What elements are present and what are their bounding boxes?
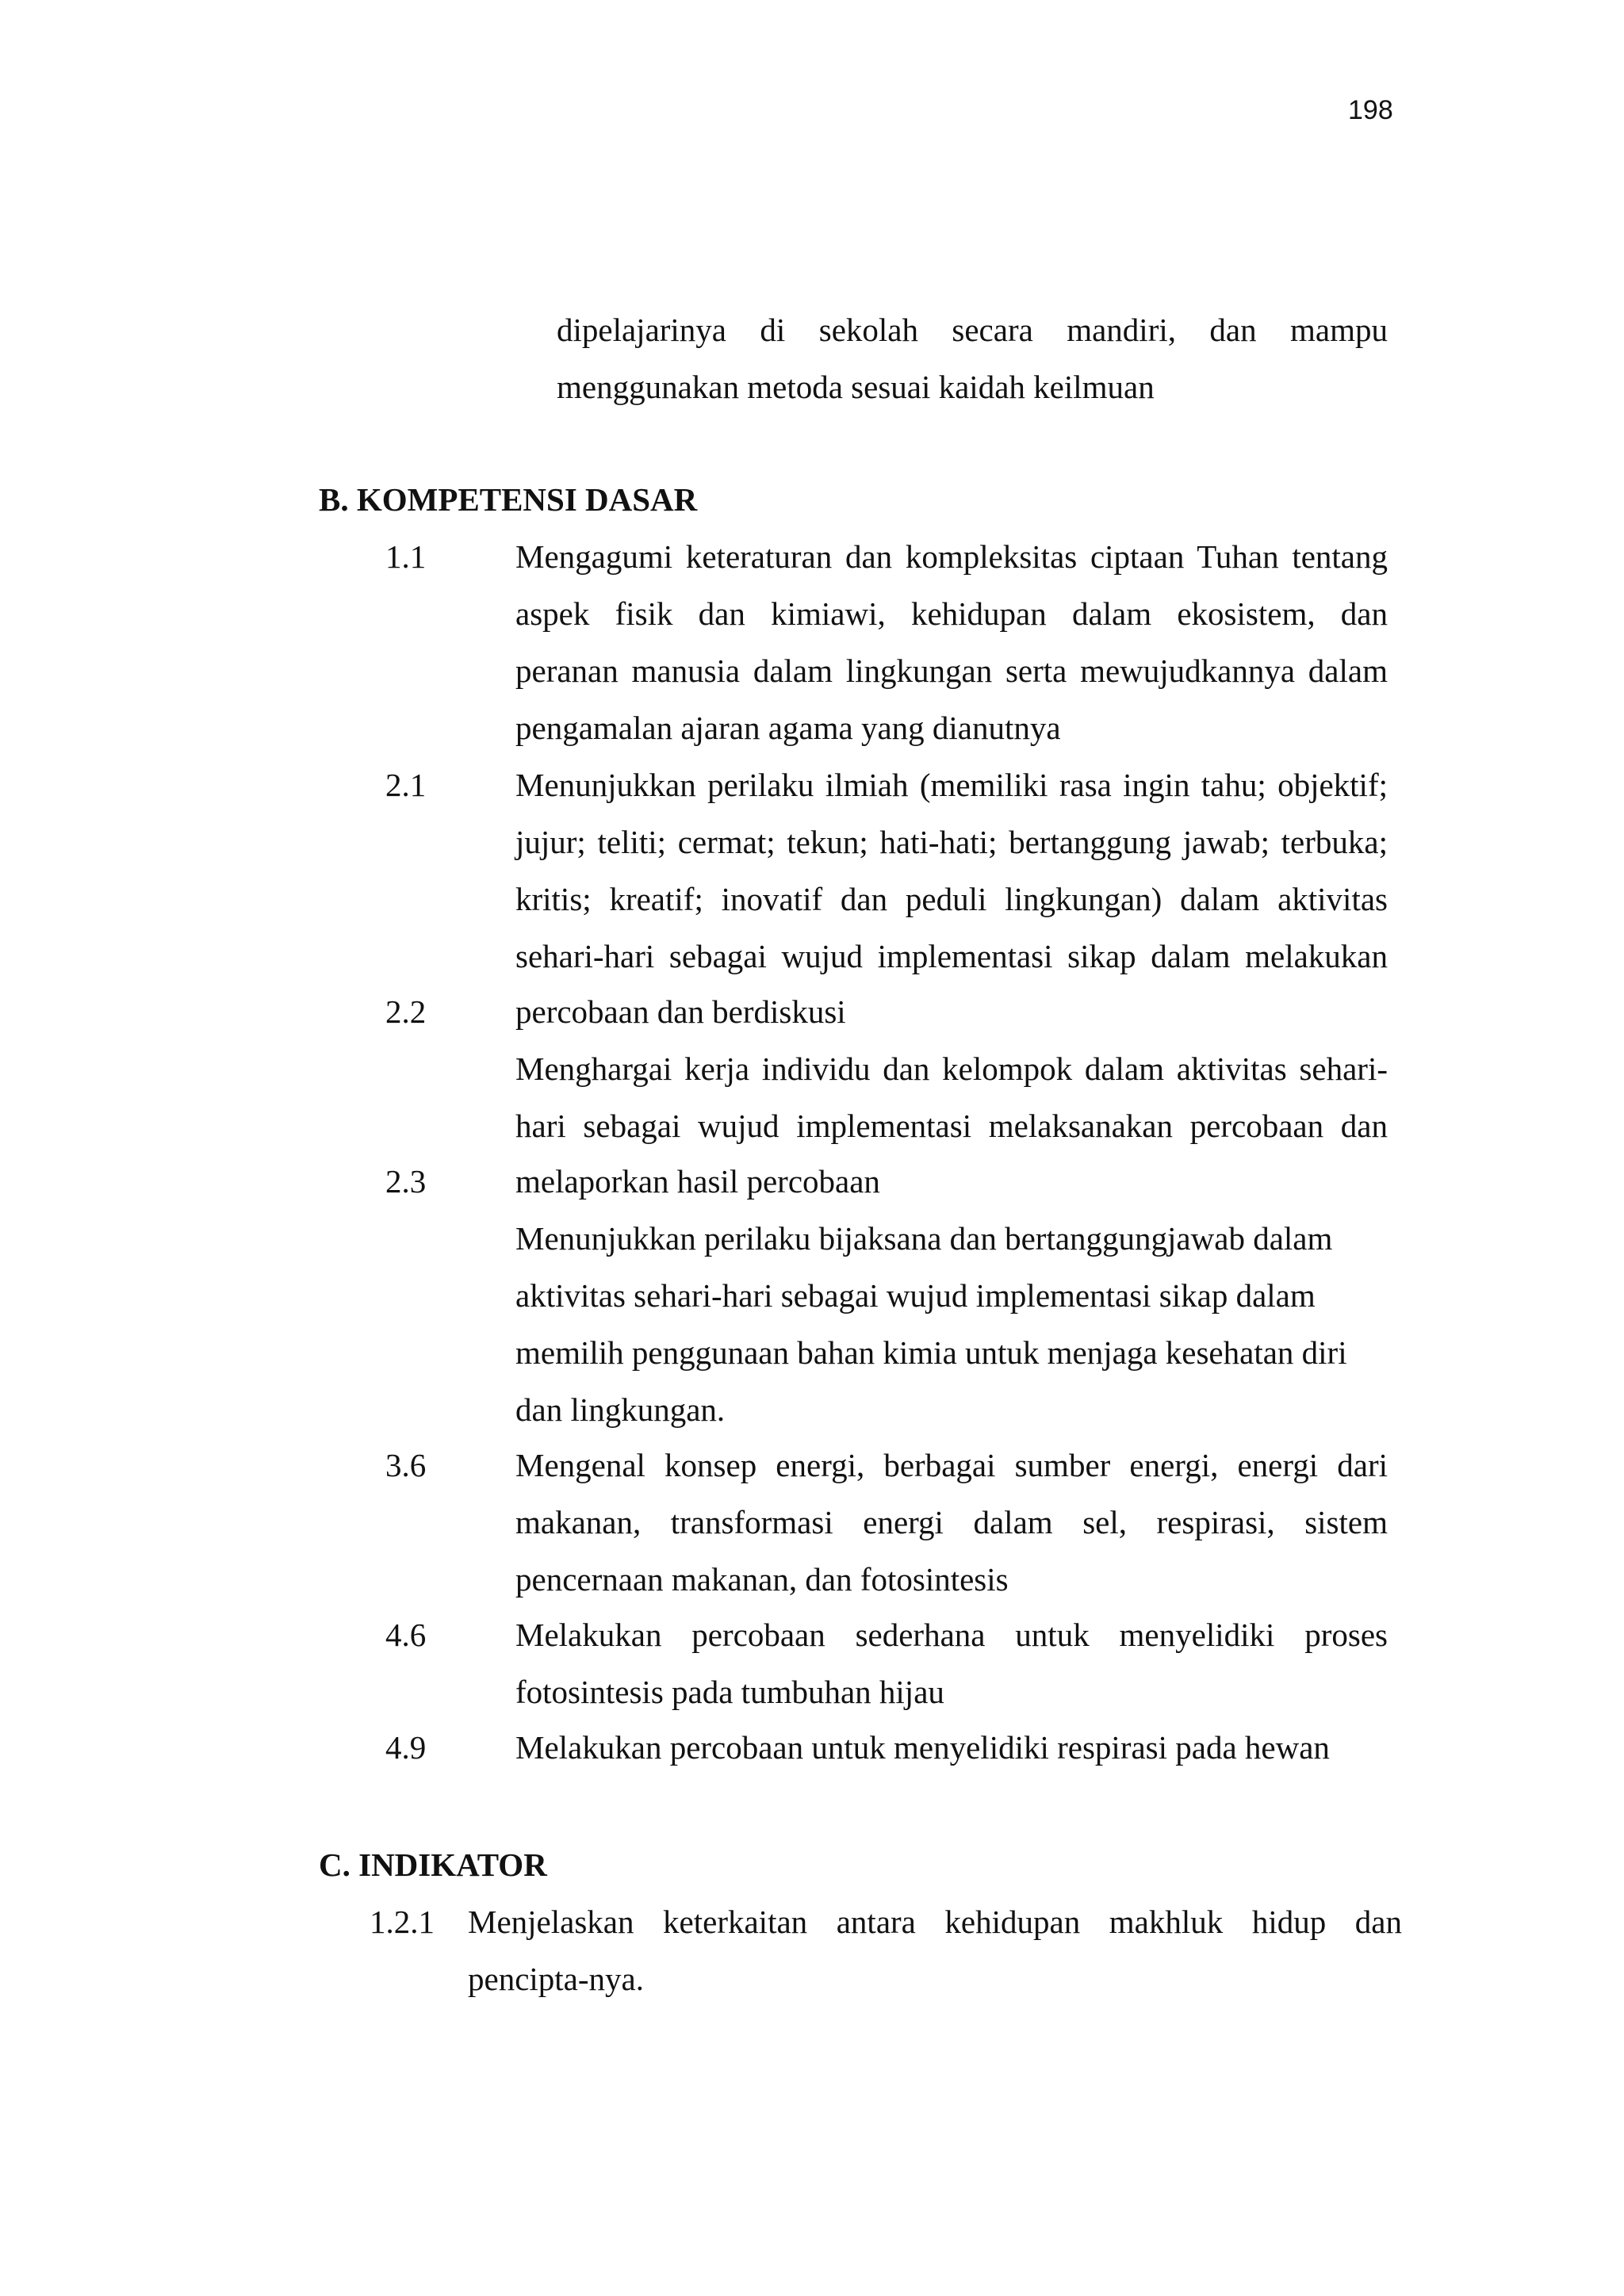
kd-line: Menunjukkan perilaku ilmiah (memiliki rasa ingin tahu; objektif; <box>515 767 1388 803</box>
section-b-title: B. KOMPETENSI DASAR <box>319 481 698 518</box>
page-number: 198 <box>1348 95 1393 125</box>
kd-number-2-1: 2.1 <box>385 767 427 803</box>
kd-line: Melakukan percobaan sederhana untuk menyelidiki proses <box>515 1617 1388 1653</box>
kd-number-3-6: 3.6 <box>385 1447 427 1483</box>
kd-line: dan lingkungan. <box>515 1391 726 1428</box>
kd-line: hari sebagai wujud implementasi melaksanakan percobaan dan <box>515 1108 1388 1144</box>
kd-line: makanan, transformasi energi dalam sel, respirasi, sistem <box>515 1504 1388 1540</box>
kd-line: jujur; teliti; cermat; tekun; hati-hati; bertanggung jawab; terbuka; <box>515 824 1388 860</box>
kd-line: pengamalan ajaran agama yang dianutnya <box>515 710 1061 746</box>
kd-line: sehari-hari sebagai wujud implementasi sikap dalam melakukan <box>515 938 1388 974</box>
kd-number-1-1: 1.1 <box>385 538 427 575</box>
kd-line: pencernaan makanan, dan fotosintesis <box>515 1561 1009 1598</box>
kd-line: melaporkan hasil percobaan <box>515 1163 880 1200</box>
kd-number-4-6: 4.6 <box>385 1617 427 1653</box>
kd-line: memilih penggunaan bahan kimia untuk menjaga kesehatan diri <box>515 1334 1347 1371</box>
kd-line: Melakukan percobaan untuk menyelidiki respirasi pada hewan <box>515 1729 1330 1766</box>
indicator-line: Menjelaskan keterkaitan antara kehidupan makhluk hidup dan <box>468 1904 1402 1940</box>
kd-line: aspek fisik dan kimiawi, kehidupan dalam ekosistem, dan <box>515 595 1388 632</box>
kd-line: Mengagumi keteraturan dan kompleksitas ciptaan Tuhan tentang <box>515 538 1388 575</box>
kd-number-4-9: 4.9 <box>385 1729 427 1766</box>
kd-number-2-2: 2.2 <box>385 993 427 1030</box>
kd-line: Mengenal konsep energi, berbagai sumber energi, energi dari <box>515 1447 1388 1483</box>
indicator-number-1-2-1: 1.2.1 <box>370 1904 435 1940</box>
kd-line: aktivitas sehari-hari sebagai wujud implementasi sikap dalam <box>515 1277 1316 1314</box>
kd-line: Menunjukkan perilaku bijaksana dan bertanggungjawab dalam <box>515 1220 1333 1257</box>
kd-line: Menghargai kerja individu dan kelompok dalam aktivitas sehari- <box>515 1050 1388 1087</box>
indicator-line: pencipta-nya. <box>468 1961 644 1997</box>
kd-line: kritis; kreatif; inovatif dan peduli lingkungan) dalam aktivitas <box>515 881 1388 917</box>
section-c-title: C. INDIKATOR <box>319 1846 547 1883</box>
intro-line-1: dipelajarinya di sekolah secara mandiri, dan mampu <box>557 312 1388 348</box>
kd-line: percobaan dan berdiskusi <box>515 993 846 1030</box>
kd-line: peranan manusia dalam lingkungan serta mewujudkannya dalam <box>515 652 1388 689</box>
kd-line: fotosintesis pada tumbuhan hijau <box>515 1674 944 1710</box>
kd-number-2-3: 2.3 <box>385 1163 427 1200</box>
intro-line-2: menggunakan metoda sesuai kaidah keilmuan <box>557 369 1155 405</box>
